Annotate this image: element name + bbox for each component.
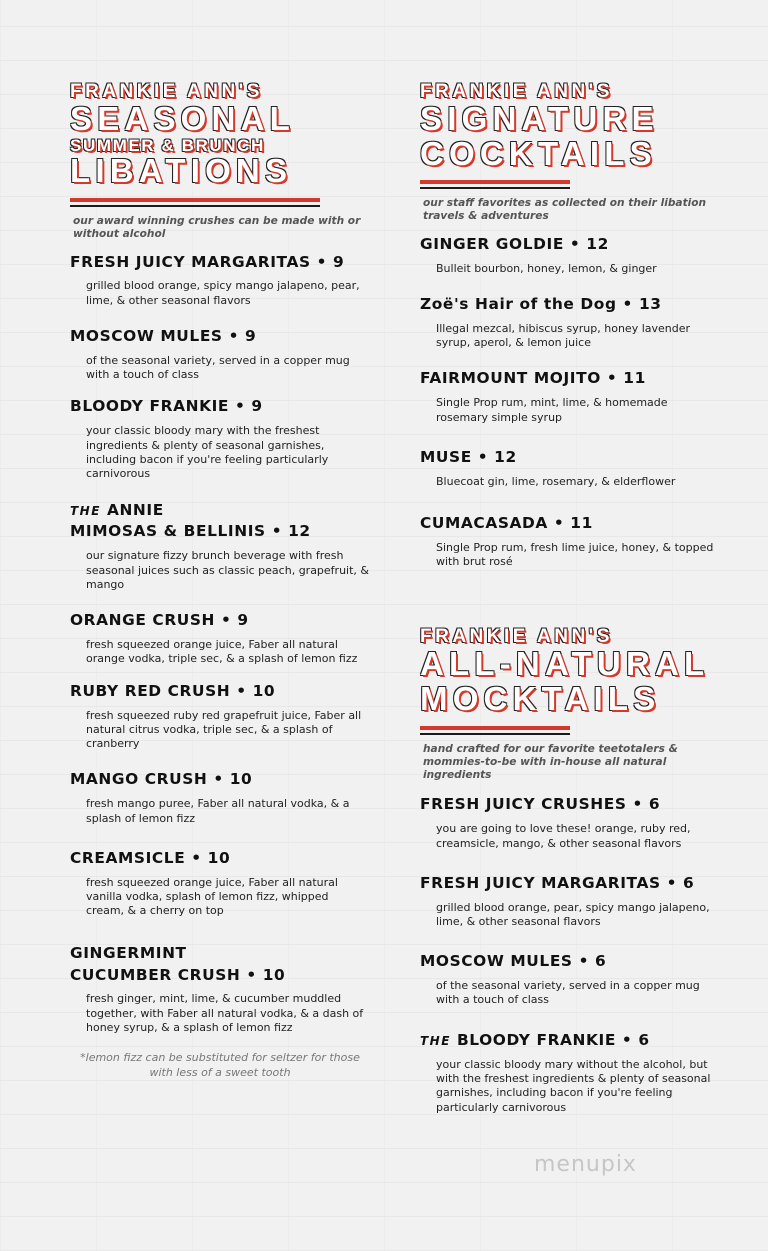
seasonal-libations-section xyxy=(70,82,370,1080)
item-name: MANGO CRUSH • 10 xyxy=(70,770,253,789)
header-line-2: SIGNATURE xyxy=(420,99,659,137)
item-name: CUMACASADA • 11 xyxy=(420,513,593,532)
item-name: RUBY RED CRUSH • 10 xyxy=(70,681,276,700)
item-prefix: THE xyxy=(70,503,101,518)
header-line-1: FRANKIE ANN'S xyxy=(420,81,613,102)
mocktails-section xyxy=(420,627,720,1114)
header-line-3: SUMMER & BRUNCH xyxy=(70,135,265,155)
item-name: Zoë's Hair of the Dog • 13 xyxy=(420,294,662,313)
item-description: your classic bloody mary without the alcohol, but with the freshest ingredients & plenty of seasonal garnishes, including bacon if you're feeling particularly carnivorous xyxy=(436,1057,711,1114)
item-description: fresh squeezed ruby red grapefruit juice, Faber all natural citrus vodka, triple sec, & a splash of cranberry xyxy=(86,708,362,751)
menu-item xyxy=(420,234,720,276)
signature-tagline: our staff favorites as collected on their libation travels & adventures xyxy=(423,197,707,223)
item-name: GINGER GOLDIE • 12 xyxy=(420,234,609,253)
right-column xyxy=(420,82,720,1115)
item-name: ORANGE CRUSH • 9 xyxy=(70,611,249,630)
menu-item xyxy=(420,294,720,350)
item-name: MOSCOW MULES • 9 xyxy=(70,327,257,345)
item-description: of the seasonal variety, served in a copper mug with a touch of class xyxy=(86,353,350,382)
item-name: FAIRMOUNT MOJITO • 11 xyxy=(420,369,646,388)
item-name-line-1 xyxy=(70,500,370,522)
header-divider xyxy=(420,726,570,735)
lemon-fizz-note: *lemon fizz can be substituted for seltzer for those with less of a sweet tooth xyxy=(80,1051,360,1079)
item-name: MUSE • 12 xyxy=(420,447,517,466)
item-description: fresh squeezed orange juice, Faber all natural orange vodka, triple sec, & a splash of lemon fizz xyxy=(86,638,358,666)
header-line-2: ALL-NATURAL xyxy=(420,645,710,683)
menu-item xyxy=(420,794,720,850)
item-name: MIMOSAS & BELLINIS • 12 xyxy=(70,522,311,541)
item-name xyxy=(420,1030,720,1052)
item-description: our signature fizzy brunch beverage with fresh seasonal juices such as classic peach, grapefruit, & mango xyxy=(86,549,369,591)
menu-item xyxy=(70,396,370,481)
menu-item xyxy=(70,943,370,1036)
item-description: of the seasonal variety, served in a copper mug with a touch of class xyxy=(436,979,700,1007)
signature-cocktails-section xyxy=(420,82,720,569)
item-name-line-1: GINGERMINT xyxy=(70,943,187,962)
item-name: CUCUMBER CRUSH • 10 xyxy=(70,965,286,984)
header-line-1: FRANKIE ANN'S xyxy=(420,626,613,648)
item-name-part: BLOODY FRANKIE • 6 xyxy=(456,1030,650,1049)
item-name: FRESH JUICY MARGARITAS • 9 xyxy=(70,252,345,271)
menu-item xyxy=(420,1030,720,1115)
menu-item xyxy=(70,769,370,825)
header-line-4: LIBATIONS xyxy=(70,152,293,190)
menu-item xyxy=(70,610,370,666)
item-name: FRESH JUICY CRUSHES • 6 xyxy=(420,795,661,814)
menu-item xyxy=(70,326,370,382)
item-name: FRESH JUICY MARGARITAS • 6 xyxy=(420,873,695,892)
item-description: fresh mango puree, Faber all natural vodka, & a splash of lemon fizz xyxy=(86,797,350,825)
menu-item xyxy=(420,447,720,489)
item-description: you are going to love these! orange, ruby red, creamsicle, mango, & other seasonal flavors xyxy=(436,822,691,850)
menu-item xyxy=(70,848,370,919)
item-prefix: THE xyxy=(420,1033,451,1048)
menupix-watermark: menupix xyxy=(534,1152,637,1177)
item-description: grilled blood orange, spicy mango jalapeno, pear, lime, & other seasonal flavors xyxy=(86,279,360,307)
header-line-3: MOCKTAILS xyxy=(420,680,661,718)
item-description: Bluecoat gin, lime, rosemary, & elderflower xyxy=(436,474,676,488)
menu-item xyxy=(420,951,720,1007)
menu-item xyxy=(420,873,720,929)
menu-item xyxy=(70,252,370,308)
seasonal-tagline: our award winning crushes can be made with or without alcohol xyxy=(73,215,361,241)
item-description: fresh squeezed orange juice, Faber all natural vanilla vodka, splash of lemon fizz, whipped cream, & a cherry on top xyxy=(86,875,338,918)
item-name: BLOODY FRANKIE • 9 xyxy=(70,397,263,416)
header-line-3: COCKTAILS xyxy=(420,134,657,172)
item-description: your classic bloody mary with the freshest ingredients & plenty of seasonal garnishes, including bacon if you're feeling particularly carnivorous xyxy=(86,424,329,481)
seasonal-header xyxy=(70,82,370,189)
item-name: CREAMSICLE • 10 xyxy=(70,848,231,867)
menu-item xyxy=(70,500,370,593)
menu-item xyxy=(420,513,720,569)
item-description: grilled blood orange, pear, spicy mango jalapeno, lime, & other seasonal flavors xyxy=(436,900,710,928)
mocktails-header xyxy=(420,627,720,716)
header-line-1: FRANKIE ANN'S xyxy=(70,81,263,102)
mocktails-tagline: hand crafted for our favorite teetotalers & mommies-to-be with in-house all natural ingredients xyxy=(423,742,678,782)
item-description: fresh ginger, mint, lime, & cucumber muddled together, with Faber all natural vodka, & a dash of honey syrup, & a splash of lemon fizz xyxy=(86,992,364,1034)
signature-header xyxy=(420,82,720,171)
menu-item xyxy=(70,681,370,752)
item-description: Single Prop rum, mint, lime, & homemade rosemary simple syrup xyxy=(436,396,668,424)
header-divider xyxy=(420,180,570,189)
item-description: Single Prop rum, fresh lime juice, honey, & topped with brut rosé xyxy=(436,540,714,569)
item-description: Bulleit bourbon, honey, lemon, & ginger xyxy=(436,261,657,275)
menu-item xyxy=(420,368,720,424)
header-divider xyxy=(70,198,320,207)
item-name: MOSCOW MULES • 6 xyxy=(420,952,607,971)
item-description: Illegal mezcal, hibiscus syrup, honey lavender syrup, aperol, & lemon juice xyxy=(436,321,691,350)
header-line-2: SEASONAL xyxy=(70,99,295,137)
item-name-part: ANNIE xyxy=(106,500,164,519)
